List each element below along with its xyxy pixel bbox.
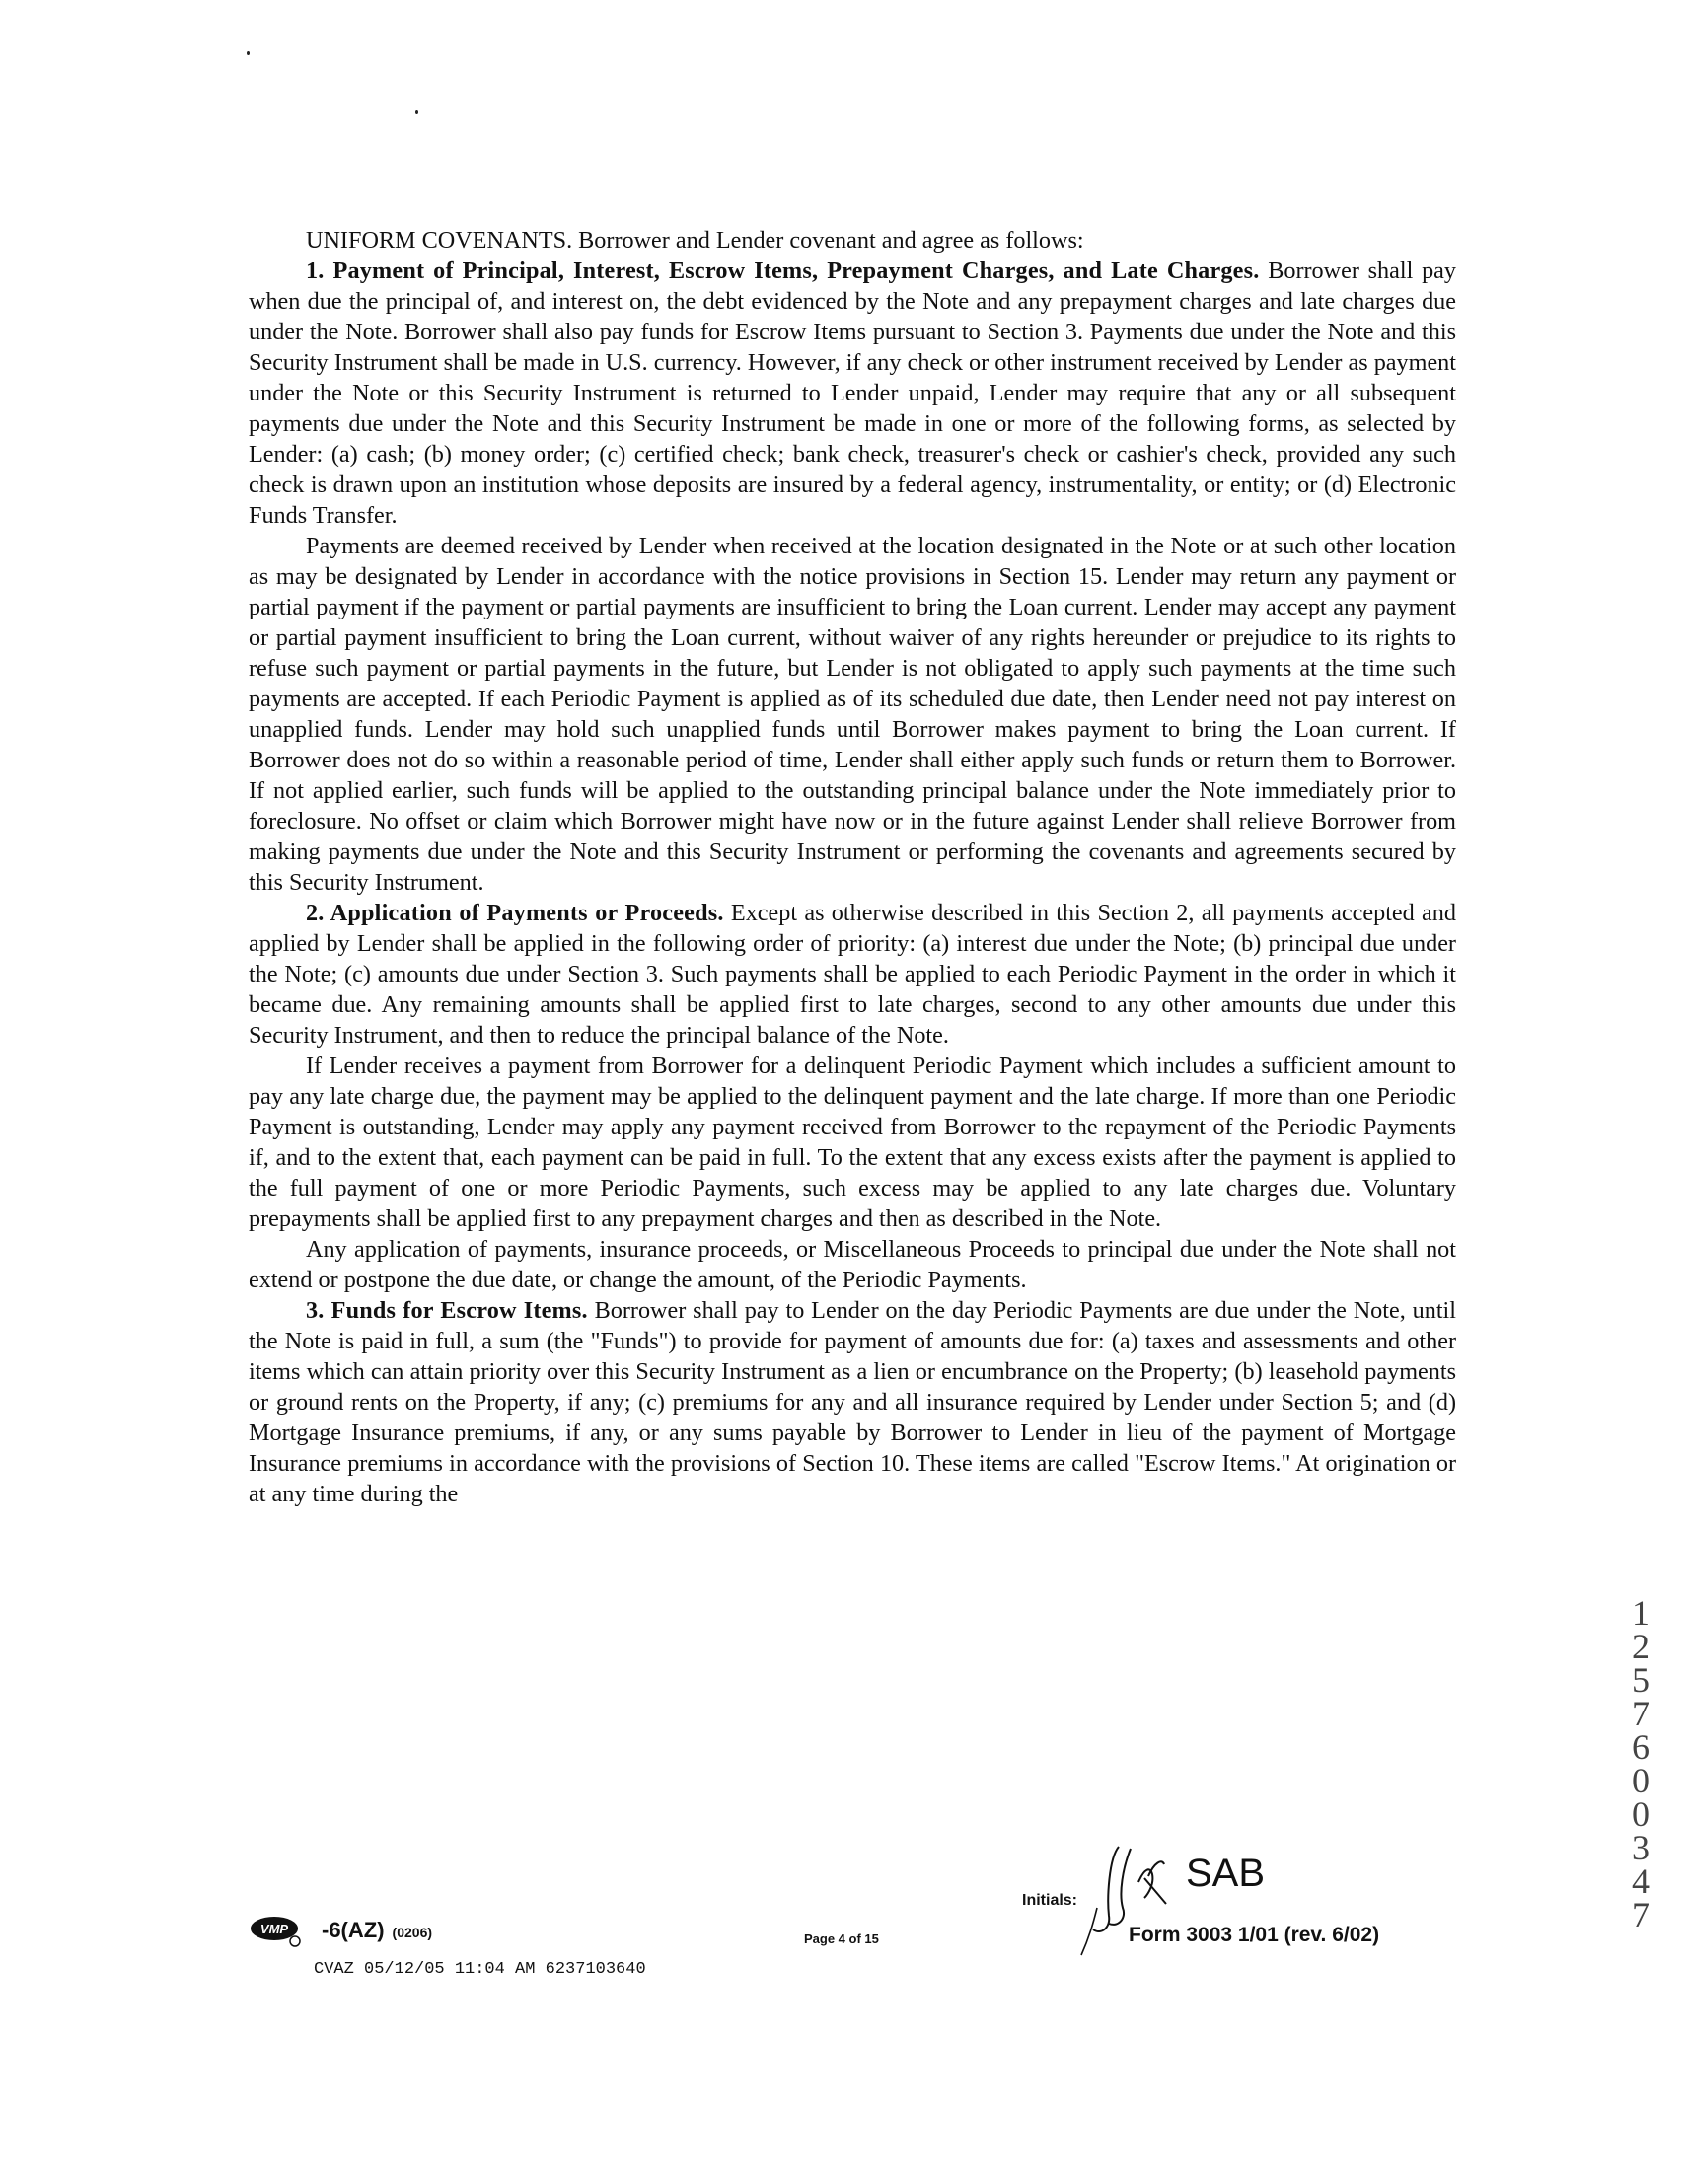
section-1-title: 1. Payment of Principal, Interest, Escrow Items, Prepayment Charges, and Late Charges. (306, 257, 1260, 284)
section-1-paragraph (249, 255, 1456, 531)
vmp-logo-text: VMP (259, 1922, 289, 1936)
signature-initials-text: SAB (1186, 1852, 1266, 1895)
section-1-text: Borrower shall pay when due the principal of, and interest on, the debt evidenced by the Note and any prepayment charges and late charges due under the Note. Borrower shall also pay funds for Escrow Items pursuant to Section 3. Payments due under the Note and this Security Instrument shall be made in U.S. currency. However, if any check or other instrument received by Lender as payment under the Note or this Security Instrument is returned to Lender unpaid, Lender may require that any or all subsequent payments due under the Note and this Security Instrument be made in one or more of the following forms, as selected by Lender: (a) cash; (b) money order; (c) certified check; bank check, treasurer's check or cashier's check, provided any such check is drawn upon an institution whose deposits are insured by a federal agency, instrumentality, or entity; or (d) Electronic Funds Transfer. (249, 257, 1456, 529)
section-3-title: 3. Funds for Escrow Items. (306, 1297, 588, 1324)
scan-speck (247, 51, 250, 55)
section-1-paragraph-2: Payments are deemed received by Lender when received at the location designated in the Note or at such other location as may be designated by Lender in accordance with the notice provisions in Section 15. Lender may return any payment or partial payment if the payment or partial payments are insufficient to bring the Loan current. Lender may accept any payment or partial payment insufficient to bring the Loan current, without waiver of any rights hereunder or prejudice to its rights to refuse such payment or partial payments in the future, but Lender is not obligated to apply such payments at the time such payments are accepted. If each Periodic Payment is applied as of its scheduled due date, then Lender need not pay interest on unapplied funds. Lender may hold such unapplied funds until Borrower makes payment to bring the Loan current. If Borrower does not do so within a reasonable period of time, Lender shall either apply such funds or return them to Borrower. If not applied earlier, such funds will be applied to the outstanding principal balance under the Note immediately prior to foreclosure. No offset or claim which Borrower might have now or in the future against Lender shall relieve Borrower from making payments due under the Note and this Security Instrument or performing the covenants and agreements secured by this Security Instrument. (249, 533, 1456, 896)
section-3-paragraph (249, 1295, 1456, 1509)
section-2-text: Except as otherwise described in this Section 2, all payments accepted and applied by Lender shall be applied in the following order of priority: (a) interest due under the Note; (b) principal due under the Note; (c) amounts due under Section 3. Such payments shall be applied to each Periodic Payment in the order in which it became due. Any remaining amounts shall be applied first to late charges, second to any other amounts due under this Security Instrument, and then to reduce the principal balance of the Note. (249, 900, 1456, 1049)
document-number-stamp: 1257600347 (1632, 1593, 1650, 1934)
section-2-paragraph-3: Any application of payments, insurance proceeds, or Miscellaneous Proceeds to principal due under the Note shall not extend or postpone the due date, or change the amount, of the Periodic Payments. (249, 1236, 1456, 1293)
initials-label: Initials: (1022, 1892, 1078, 1909)
vmp-logo-icon (249, 1915, 318, 1948)
section-3-text: Borrower shall pay to Lender on the day Periodic Payments are due under the Note, until the Note is paid in full, a sum (the "Funds") to provide for payment of amounts due for: (a) taxes and assessments and other items which can attain priority over this Security Instrument as a lien or encumbrance on the Property; (b) leasehold payments or ground rents on the Property, if any; (c) premiums for any and all insurance required by Lender under Section 5; and (d) Mortgage Insurance premiums, if any, or any sums payable by Borrower to Lender in lieu of the payment of Mortgage Insurance premiums in accordance with the provisions of Section 10. These items are called "Escrow Items." At origination or at any time during the (249, 1297, 1456, 1507)
section-2-title: 2. Application of Payments or Proceeds. (306, 900, 724, 926)
document-body (249, 225, 1456, 1509)
page-number: Page 4 of 15 (804, 1931, 879, 1946)
section-2-paragraph-2: If Lender receives a payment from Borrower for a delinquent Periodic Payment which includes a sufficient amount to pay any late charge due, the payment may be applied to the delinquent payment and the late charge. If more than one Periodic Payment is outstanding, Lender may apply any payment received from Borrower to the repayment of the Periodic Payments if, and to the extent that, each payment can be paid in full. To the extent that any excess exists after the payment is applied to the full payment of one or more Periodic Payments, such excess may be applied to any late charges due. Voluntary prepayments shall be applied first to any prepayment charges and then as described in the Note. (249, 1053, 1456, 1232)
scan-speck (415, 110, 418, 114)
intro-line: UNIFORM COVENANTS. Borrower and Lender covenant and agree as follows: (306, 227, 1084, 254)
form-code-label: -6(AZ) (322, 1918, 385, 1942)
form-code-date: (0206) (392, 1925, 433, 1940)
section-2-paragraph (249, 898, 1456, 1051)
form-number: Form 3003 1/01 (rev. 6/02) (1129, 1924, 1380, 1946)
print-timestamp: CVAZ 05/12/05 11:04 AM 6237103640 (314, 1960, 646, 1979)
form-code (322, 1918, 432, 1943)
